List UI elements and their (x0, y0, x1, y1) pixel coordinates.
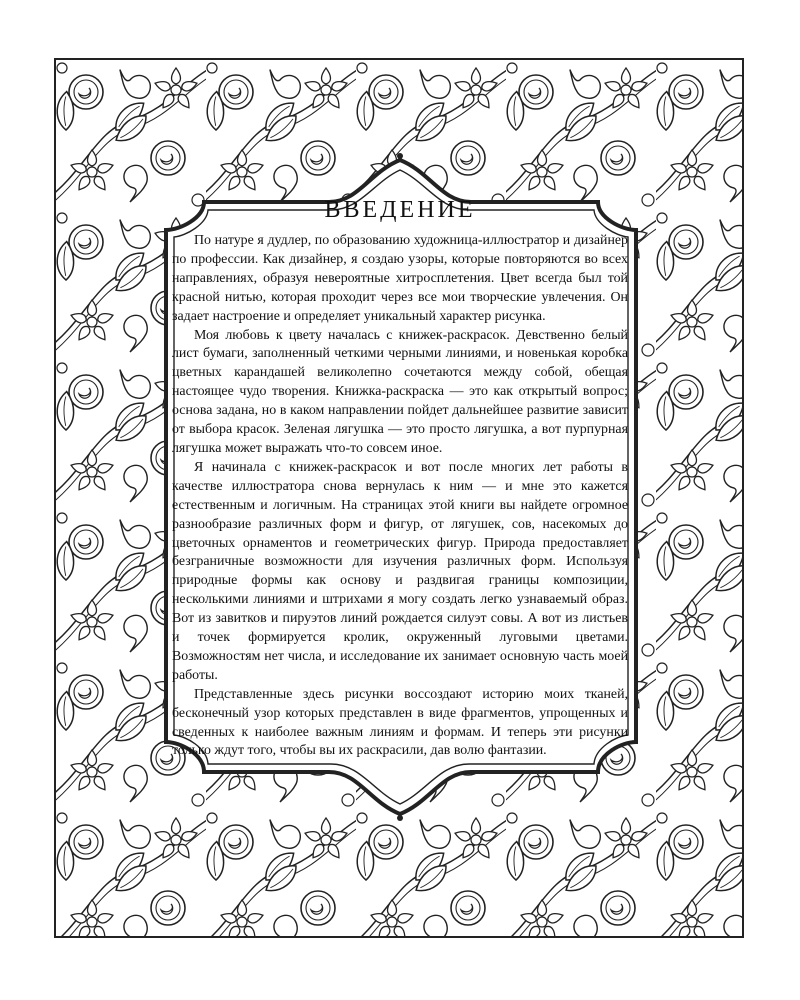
paragraph-1: По натуре я дудлер, по образованию художница-иллюстратор и дизайнер по профессии. Как дизайнер, я создаю узоры, которые повторяются во всех направлениях, образуя невероятные хитросплетения. Цвет всегда был той красной нитью, которая проходит через все мои творческие увлечения. Он задает настроение и определяет уникальный характер рисунка. (172, 233, 628, 324)
page-title: ВВЕДЕНИЕ (324, 197, 476, 223)
paragraph-3: Я начинала с книжек-раскрасок и вот после многих лет работы в качестве иллюстратора снова вернулась к ним — и мне это кажется естественным и логичным. На страницах этой книги вы найдете огромное разнообразие различных форм и фигур, от лягушек, сов, насекомых до цветочных орнаментов и геометрических фигур. Природа предоставляет безграничные возможности для изучения различных форм. Используя природные формы как основу и раздвигая границы композиции, несколькими линиями и штрихами я могу создать легко узнаваемый образ. Вот из завитков и пируэтов линий рождается силуэт совы. А вот из листьев и точек формируется кролик, окруженный луговыми цветами. Возможностям нет числа, и исследование их занимает основную часть моей работы. (172, 459, 628, 683)
intro-text-block (172, 196, 628, 761)
paragraph-4: Представленные здесь рисунки воссоздают историю моих тканей, бесконечный узор которых представлен в виде фрагментов, упрощенных и сведенных к наиболее важным линиям и формам. И теперь эти рисунки только ждут того, чтобы вы их раскрасили, дав волю фантазии. (172, 686, 628, 759)
paragraph-2: Моя любовь к цвету началась с книжек-раскрасок. Девственно белый лист бумаги, заполненный четкими черными линиями, и новенькая коробка цветных карандашей великолепно сочетаются между собой, обещая настоящее чудо творения. Книжка-раскраска — это как открытый вопрос; основа задана, но в каком направлении пойдет дальнейшее развитие зависит от выбора красок. Зеленая лягушка — это просто лягушка, а вот пурпурная лягушка может выражать что-то совсем иное. (172, 327, 628, 456)
